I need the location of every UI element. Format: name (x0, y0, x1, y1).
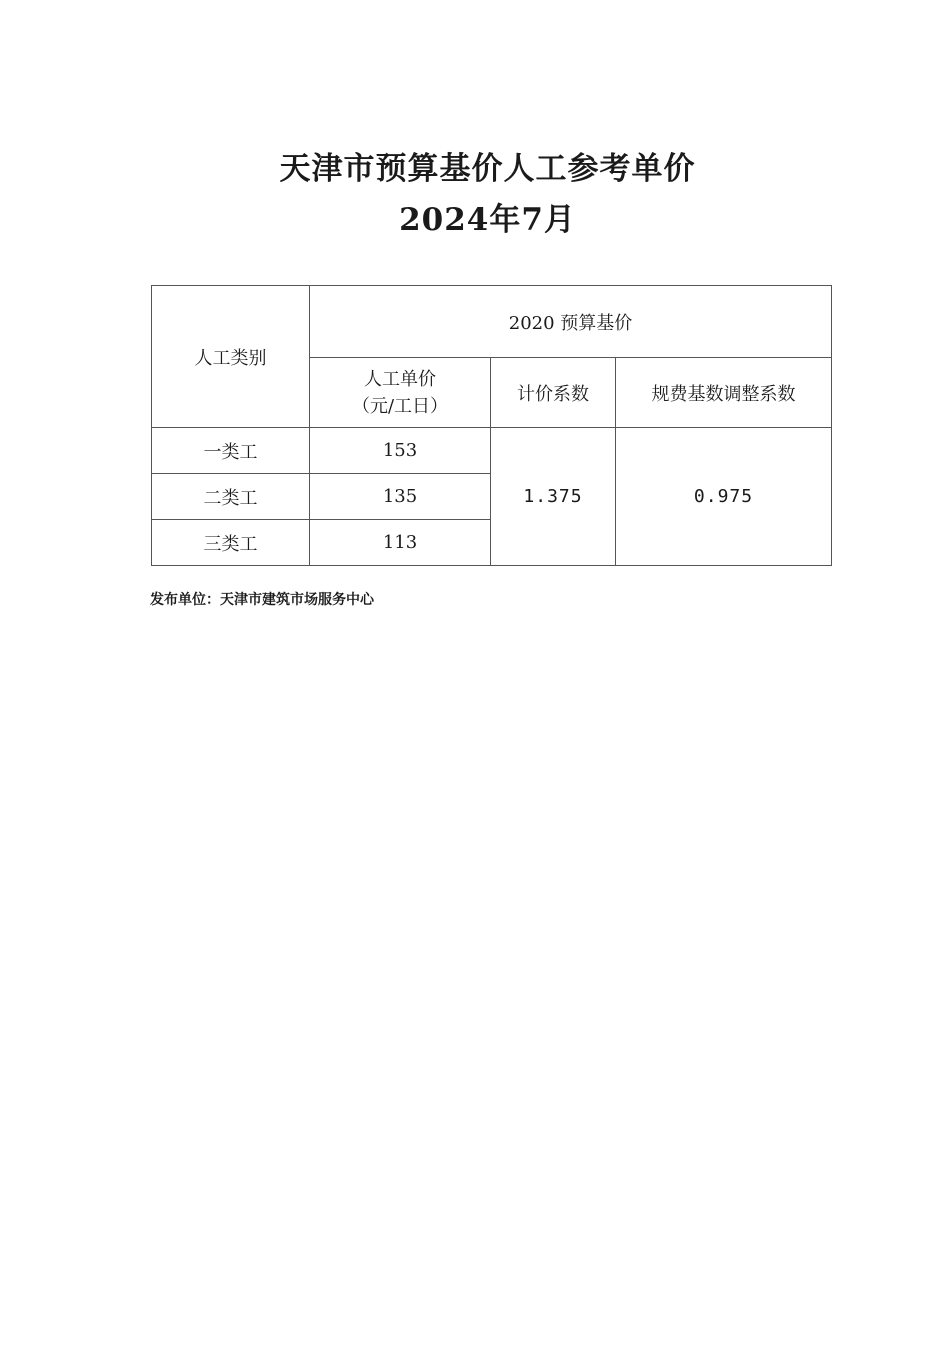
row-category: 二类工 (152, 474, 310, 520)
row-category: 三类工 (152, 520, 310, 566)
table-header-row (152, 286, 832, 358)
fee-adjustment-coefficient-value: 0.975 (616, 428, 832, 566)
publisher-note: 发布单位：天津市建筑市场服务中心 (150, 592, 374, 608)
row-unit-price: 135 (310, 474, 491, 520)
row-unit-price: 113 (310, 520, 491, 566)
header-labor-category: 人工类别 (152, 286, 310, 428)
header-budget-base-price: 2020 预算基价 (310, 286, 832, 358)
header-unit-price-label: 人工单价 (364, 368, 436, 390)
pricing-coefficient-value: 1.375 (491, 428, 616, 566)
header-pricing-coefficient: 计价系数 (491, 358, 616, 428)
header-fee-adjustment-coefficient: 规费基数调整系数 (616, 358, 832, 428)
header-unit-price-unit: （元/工日） (351, 395, 449, 417)
row-category: 一类工 (152, 428, 310, 474)
document-date: 2024年7月 (399, 202, 576, 238)
header-unit-price (310, 358, 491, 428)
row-unit-price: 153 (310, 428, 491, 474)
table-row (152, 428, 832, 474)
document-title: 天津市预算基价人工参考单价 (279, 151, 696, 187)
labor-price-table (151, 285, 832, 566)
